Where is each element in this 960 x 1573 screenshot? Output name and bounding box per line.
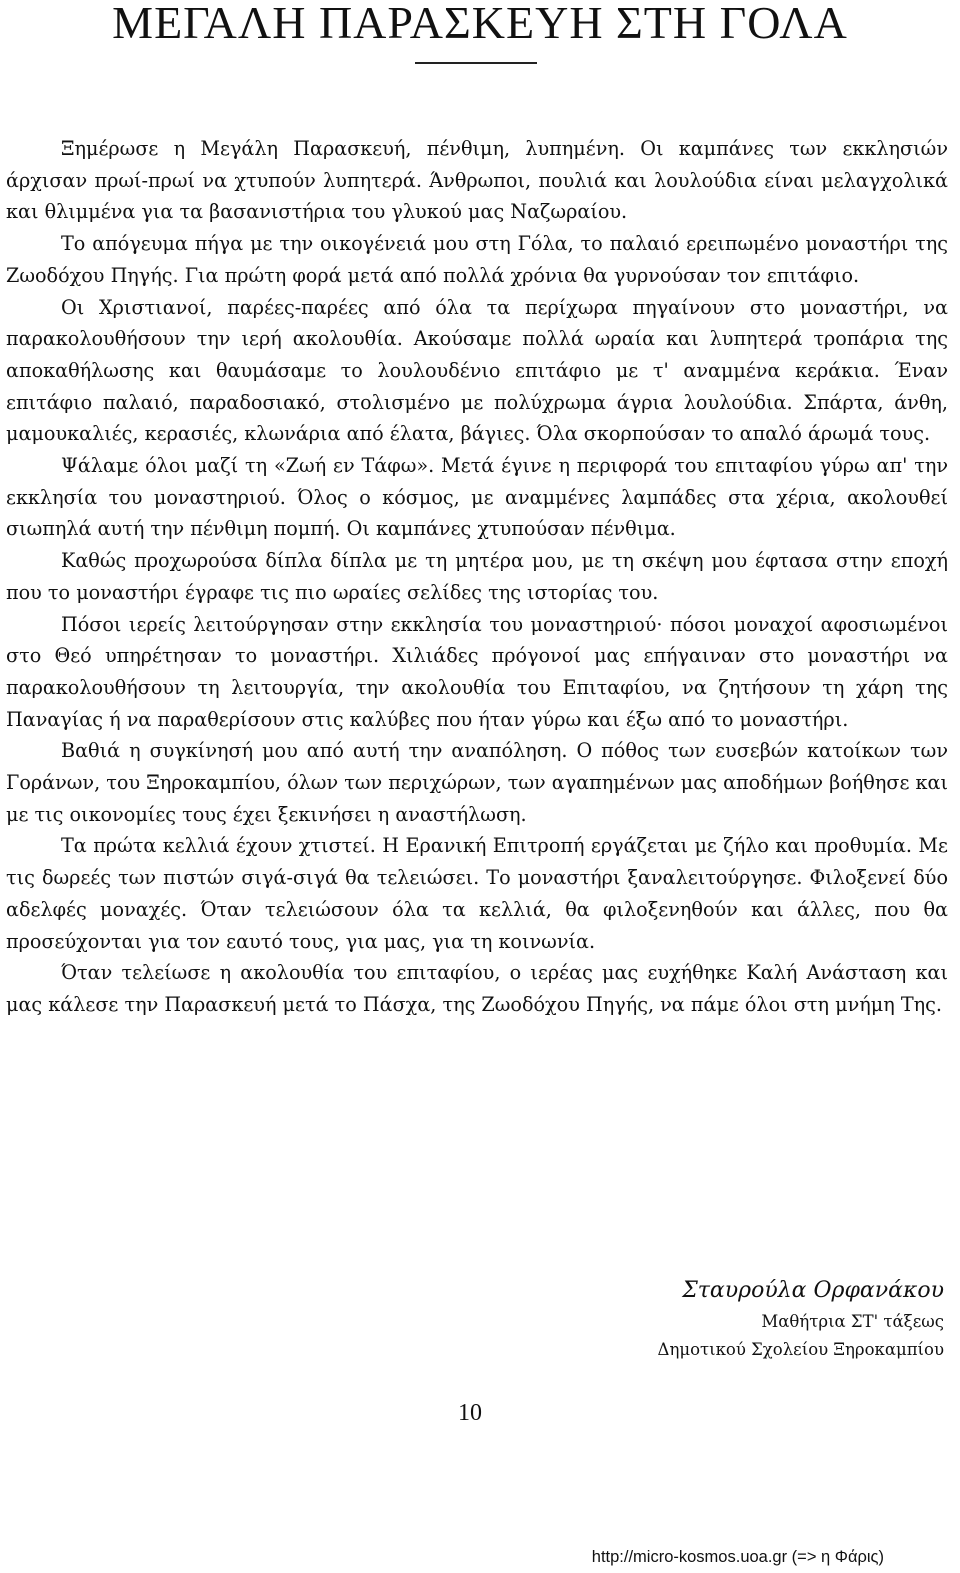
paragraph: Οι Χριστιανοί, παρέες-παρέες από όλα τα περίχωρα πηγαίνουν στο μοναστήρι, να παρακολουθήσουν την ιερή ακολουθία. Ακούσαμε πολλά ωραία και λυπητερά τροπάρια της αποκαθήλωσης και θαυμάσαμε το λουλουδένιο επιτάφιο με τ' αναμμένα κεράκια. Έναν επιτάφιο παλαιό, παραδοσιακό, στολισμένο με πολύχρωμα άγρια λουλούδια. Σπάρτα, άνθη, μαμουκαλιές, κερασιές, κλωνάρια από έλατα, βάγιες. Όλα σκορπούσαν το απαλό άρωμά τους.: [6, 295, 948, 446]
article-title: ΜΕΓΑΛΗ ΠΑΡΑΣΚΕΥΗ ΣΤΗ ΓΟΛΑ: [112, 0, 848, 48]
paragraph: Ξημέρωσε η Μεγάλη Παρασκευή, πένθιμη, λυπημένη. Οι καμπάνες των εκκλησιών άρχισαν πρωί-πρωί να χτυπούν λυπητερά. Άνθρωποι, πουλιά και λουλούδια είναι μελαγχολικά και θλιμμένα για τα βασανιστήρια του γλυκού μας Ναζωραίου.: [6, 137, 948, 224]
author-school: Δημοτικού Σχολείου Ξηροκαμπίου: [657, 1340, 944, 1359]
author-class: Μαθήτρια ΣΤ' τάξεως: [761, 1312, 944, 1331]
paragraph: Ψάλαμε όλοι μαζί τη «Ζωή εν Τάφω». Μετά έγινε η περιφορά του επιταφίου γύρω απ' την εκκλησία του μοναστηριού. Όλος ο κόσμος, με αναμμένες λαμπάδες στα χέρια, ακολουθεί σιωπηλά αυτή την πένθιμη πομπή. Οι καμπάνες χτυπούσαν πένθιμα.: [6, 454, 948, 541]
author-name: Σταυρούλα Ορφανάκου: [682, 1278, 944, 1303]
paragraph: Το απόγευμα πήγα με την οικογένειά μου στη Γόλα, το παλαιό ερειπωμένο μοναστήρι της Ζωοδόχου Πηγής. Για πρώτη φορά μετά από πολλά χρόνια θα γυρνούσαν τον επιτάφιο.: [6, 232, 948, 287]
page-number: 10: [458, 1400, 482, 1426]
source-link[interactable]: http://micro-kosmos.uoa.gr (=> η Φάρις): [591, 1548, 884, 1566]
title-divider: [415, 62, 537, 64]
paragraph: Καθώς προχωρούσα δίπλα δίπλα με τη μητέρα μου, με τη σκέψη μου έφτασα στην εποχή που το μοναστήρι έγραφε τις πιο ωραίες σελίδες της ιστορίας του.: [6, 549, 948, 604]
author-signature: [658, 1274, 944, 1364]
paragraph: Βαθιά η συγκίνησή μου από αυτή την αναπόληση. Ο πόθος των ευσεβών κατοίκων των Γοράνων, του Ξηροκαμπίου, όλων των περιχώρων, των αγαπημένων μας αποδήμων βοήθησε και με τις οικονομίες τους έχει ξεκινήσει η αναστήλωση.: [6, 739, 948, 826]
paragraph: Πόσοι ιερείς λειτούργησαν στην εκκλησία του μοναστηριού· πόσοι μοναχοί αφοσιωμένοι στο Θεό υπηρέτησαν το μοναστήρι. Χιλιάδες πρόγονοί μας επήγαιναν στο μοναστήρι να παρακολουθήσουν τη λειτουργία, την ακολουθία του Επιταφίου, να ζητήσουν τη χάρη της Παναγίας ή να παραθερίσουν στις καλύβες που ήταν γύρω και έξω από το μοναστήρι.: [6, 612, 948, 731]
article-body: [6, 133, 948, 1021]
paragraph: Τα πρώτα κελλιά έχουν χτιστεί. Η Ερανική Επιτροπή εργάζεται με ζήλο και προθυμία. Με τις δωρεές των πιστών σιγά-σιγά θα τελειώσει. Το μοναστήρι ξαναλειτούργησε. Φιλοξενεί δύο αδελφές μοναχές. Όταν τελειώσουν όλα τα κελλιά, θα φιλοξενηθούν και άλλες, που θα προσεύχονται για τον εαυτό τους, για μας, για τη κοινωνία.: [6, 834, 948, 953]
paragraph: Όταν τελείωσε η ακολουθία του επιταφίου, ο ιερέας μας ευχήθηκε Καλή Ανάσταση και μας κάλεσε την Παρασκευή μετά το Πάσχα, της Ζωοδόχου Πηγής, να πάμε όλοι στη μνήμη Της.: [6, 961, 948, 1016]
